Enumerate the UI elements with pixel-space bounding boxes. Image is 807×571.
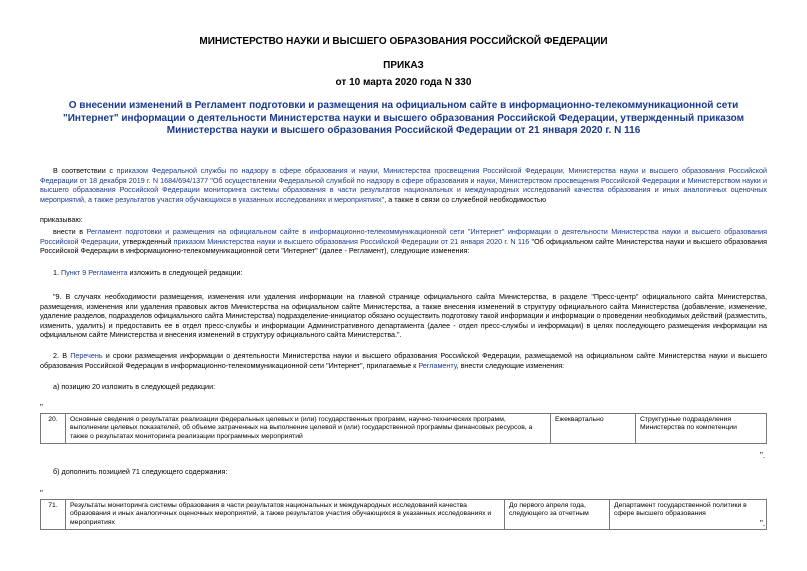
open-quote-2: " — [40, 489, 43, 498]
table-position-20 — [40, 413, 767, 444]
row-period: Ежеквартально — [551, 414, 636, 444]
list-link[interactable]: Перечень — [70, 351, 103, 360]
orders-word: приказываю: — [40, 215, 83, 224]
reglament-link-3[interactable]: Регламенту — [418, 360, 457, 370]
item-2a — [53, 382, 767, 392]
main-text-b: , утвержденный — [118, 236, 174, 246]
intro-text-end: , а также в связи со служебной необходимостью — [384, 194, 547, 204]
position-71-link[interactable]: позицией 71 — [98, 467, 140, 476]
document-title: О внесении изменений в Регламент подготовки и размещения на официальном сайте в информационно-телекоммуникационной сети "Интернет" информации о деятельности Министерства науки и высшего образования Российской Федерации, утвержденный приказом Министерства науки и высшего образования Российской Федерации от 21 января 2020 г. N 116 — [62, 100, 745, 136]
close-quote-2: ". — [760, 519, 766, 528]
quote-paragraph-9: "9. В случаях необходимости размещения, изменения или удаления информации на главной странице официального сайта Министерства, в разделе "Пресс-центр" официального сайта Министерства, размещения, изменения или удаления правовых актов Министерства на официальном сайте Министерства, а также внесения изменений в структуру официального сайта Министерства (добавление, изменение, удаление разделов, подразделов официального сайта Министерства) подразделение-инициатор обязано осуществить подготовку такой информации и информации о проведении необходимых действий (разместить, изменить, удалить) и предоставить ее в отдел пресс-службы и информации Административного департамента (далее - отдел пресс-службы и информации) в целях последующего размещения информации на официальном сайте Министерства и внесения изменений в структуру официального сайта Министерства.". — [40, 292, 767, 340]
item-1-num: 1. — [53, 268, 61, 277]
item-2a-text: изложить в следующей редакции: — [100, 382, 216, 391]
item-2a-letter: а) — [53, 382, 62, 391]
main-paragraph — [40, 227, 767, 256]
reglament-link-2[interactable]: Регламента — [88, 268, 128, 277]
row-number: 20. — [41, 414, 66, 444]
item-2-text-end: , внести следующие изменения: — [456, 360, 565, 370]
intro-text: В соответствии с — [53, 166, 117, 175]
intro-paragraph — [40, 166, 767, 204]
order-116-link[interactable]: приказом Министерства науки и высшего образования Российской Федерации от 21 января 2020 г. N 116 — [173, 236, 530, 246]
main-text-c: "Об официальном сайте Министерства науки и высшего образования Российской Федерации в информационно-телекоммуникационной сети "Интернет" (далее - Регламент), следующие изменения: — [40, 236, 767, 256]
order-link[interactable]: приказом Федеральной службы по надзору в сфере образования и науки, Министерства просвещения Российской Федерации, Министерства науки и высшего образования Российской Федерации от 18 декабря 2019 г. N 1684/694/1377 "Об осуществлении Федеральной службой по надзору в сфере образования и науки, Министерством просвещения Российской Федерации и Министерством науки и высшего образования Российской Федерации мониторинга системы образования в части результатов национальных и международных исследований качества образования и иных аналогичных оценочных мероприятий, а также результатов участия обучающихся в указанных исследованиях и мероприятиях" — [40, 166, 767, 204]
reglament-link[interactable]: Регламент подготовки и размещения на официальном сайте в информационно-телекоммуникационной сети "Интернет" информации о деятельности Министерства науки и высшего образования Российской Федерации — [40, 227, 767, 246]
row-period: До первого апреля года, следующего за отчетным — [505, 500, 610, 530]
item-2-text: и сроки размещения информации о деятельности Министерства науки и высшего образования Российской Федерации, размещаемой на официальном сайте Министерства науки и высшего образования Российской Федерации в информационно-телекоммуникационной сети "Интернет", прилагаемые к — [40, 351, 767, 370]
item-2 — [40, 351, 767, 370]
item-2b-text: б) дополнить — [53, 467, 99, 476]
item-2b-text-end: следующего содержания: — [139, 467, 228, 476]
order-heading: ПРИКАЗ — [383, 60, 424, 71]
table-position-71 — [40, 499, 767, 530]
close-quote-1: ". — [760, 451, 766, 460]
item-2b — [53, 467, 767, 477]
row-responsible: Департамент государственной политики в сфере высшего образования — [610, 500, 767, 530]
ministry-heading: МИНИСТЕРСТВО НАУКИ И ВЫСШЕГО ОБРАЗОВАНИЯ РОССИЙСКОЙ ФЕДЕРАЦИИ — [199, 36, 608, 47]
main-text: внести в — [53, 227, 87, 236]
item-9-link[interactable]: Пункт 9 — [61, 268, 87, 277]
item-1 — [53, 268, 767, 278]
order-date: от 10 марта 2020 года N 330 — [335, 77, 472, 88]
item-2-num: 2. В — [53, 351, 71, 360]
row-description: Результаты мониторинга системы образования в части результатов национальных и международных исследований качества образования и иных аналогичных оценочных мероприятий, а также результатов участия обучающихся в указанных исследованиях и мероприятиях — [66, 500, 505, 530]
row-responsible: Структурные подразделения Министерства по компетенции — [636, 414, 767, 444]
row-number: 71. — [41, 500, 66, 530]
table-row — [41, 500, 767, 530]
table-row — [41, 414, 767, 444]
row-description: Основные сведения о результатах реализации федеральных целевых и (или) государственных программ, научно-технических программ, выполнении целевых показателей, об объеме затраченных на выполнение целевой и (или) государственной программы финансовых ресурсов, а также о результатах мониторинга реализации программных мероприятий — [66, 414, 551, 444]
position-20-link[interactable]: позицию 20 — [61, 382, 101, 391]
item-1-text: изложить в следующей редакции: — [127, 268, 243, 277]
open-quote-1: " — [40, 403, 43, 412]
